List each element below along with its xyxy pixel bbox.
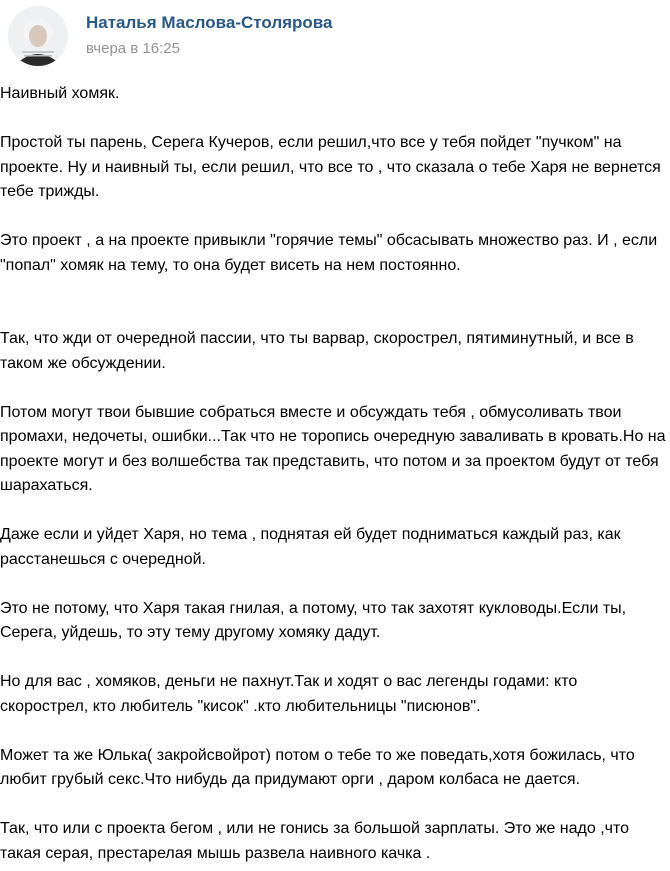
post-text <box>0 82 668 866</box>
post-paragraph: Наивный хомяк. <box>0 85 120 102</box>
post-time-link[interactable]: вчера в 16:25 <box>86 40 180 57</box>
post-paragraph: Это проект , а на проекте привыкли "горячие темы" обсасывать множество раз. И , если "попал" хомяк на тему, то она будет висеть на нем постоянно. <box>0 232 658 274</box>
author-name-link[interactable]: Наталья Маслова-Столярова <box>86 13 333 32</box>
post-paragraph: Так, что или с проекта бегом , или не гонись за большой зарплаты. Это же надо ,что такая серая, престарелая мышь развела наивного качка . <box>0 820 630 862</box>
post-paragraph: Может та же Юлька( закройсвойрот) потом о тебе то же поведать,хотя божилась, что любит грубый секс.Что нибудь да придумают орги , даром колбаса не дается. <box>0 746 635 788</box>
post-header <box>8 6 658 66</box>
post-paragraph: Но для вас , хомяков, деньги не пахнут.Так и ходят о вас легенды годами: кто скорострел, кто любитель "кисок" .кто любительницы "писюнов". <box>0 673 578 715</box>
post-paragraph: Простой ты парень, Серега Кучеров, если решил,что все у тебя пойдет "пучком" на проекте. Ну и наивный ты, если решил, что все то , что сказала о тебе Харя не вернется тебе трижды. <box>0 134 661 200</box>
avatar-image-icon <box>8 6 68 66</box>
post-paragraph: Так, что жди от очередной пассии, что ты варвар, скорострел, пятиминутный, и все в таком же обсуждении. <box>0 330 634 372</box>
post-paragraph: Потом могут твои бывшие собраться вместе и обсуждать тебя , обмусоливать твои промахи, недочеты, ошибки...Так что не торопись очередную заваливать в кровать.Но на проекте могут и без волшебства так представить, что потом и за проектом будут от тебя шарахаться. <box>0 403 666 494</box>
avatar[interactable] <box>8 6 68 66</box>
post-paragraph: Это не потому, что Харя такая гнилая, а потому, что так захотят кукловоды.Если ты, Серега, уйдешь, то эту тему другому хомяку дадут. <box>0 599 627 641</box>
post-paragraph: Даже если и уйдет Харя, но тема , поднятая ей будет подниматься каждый раз, как расстанешься с очередной. <box>0 526 621 568</box>
